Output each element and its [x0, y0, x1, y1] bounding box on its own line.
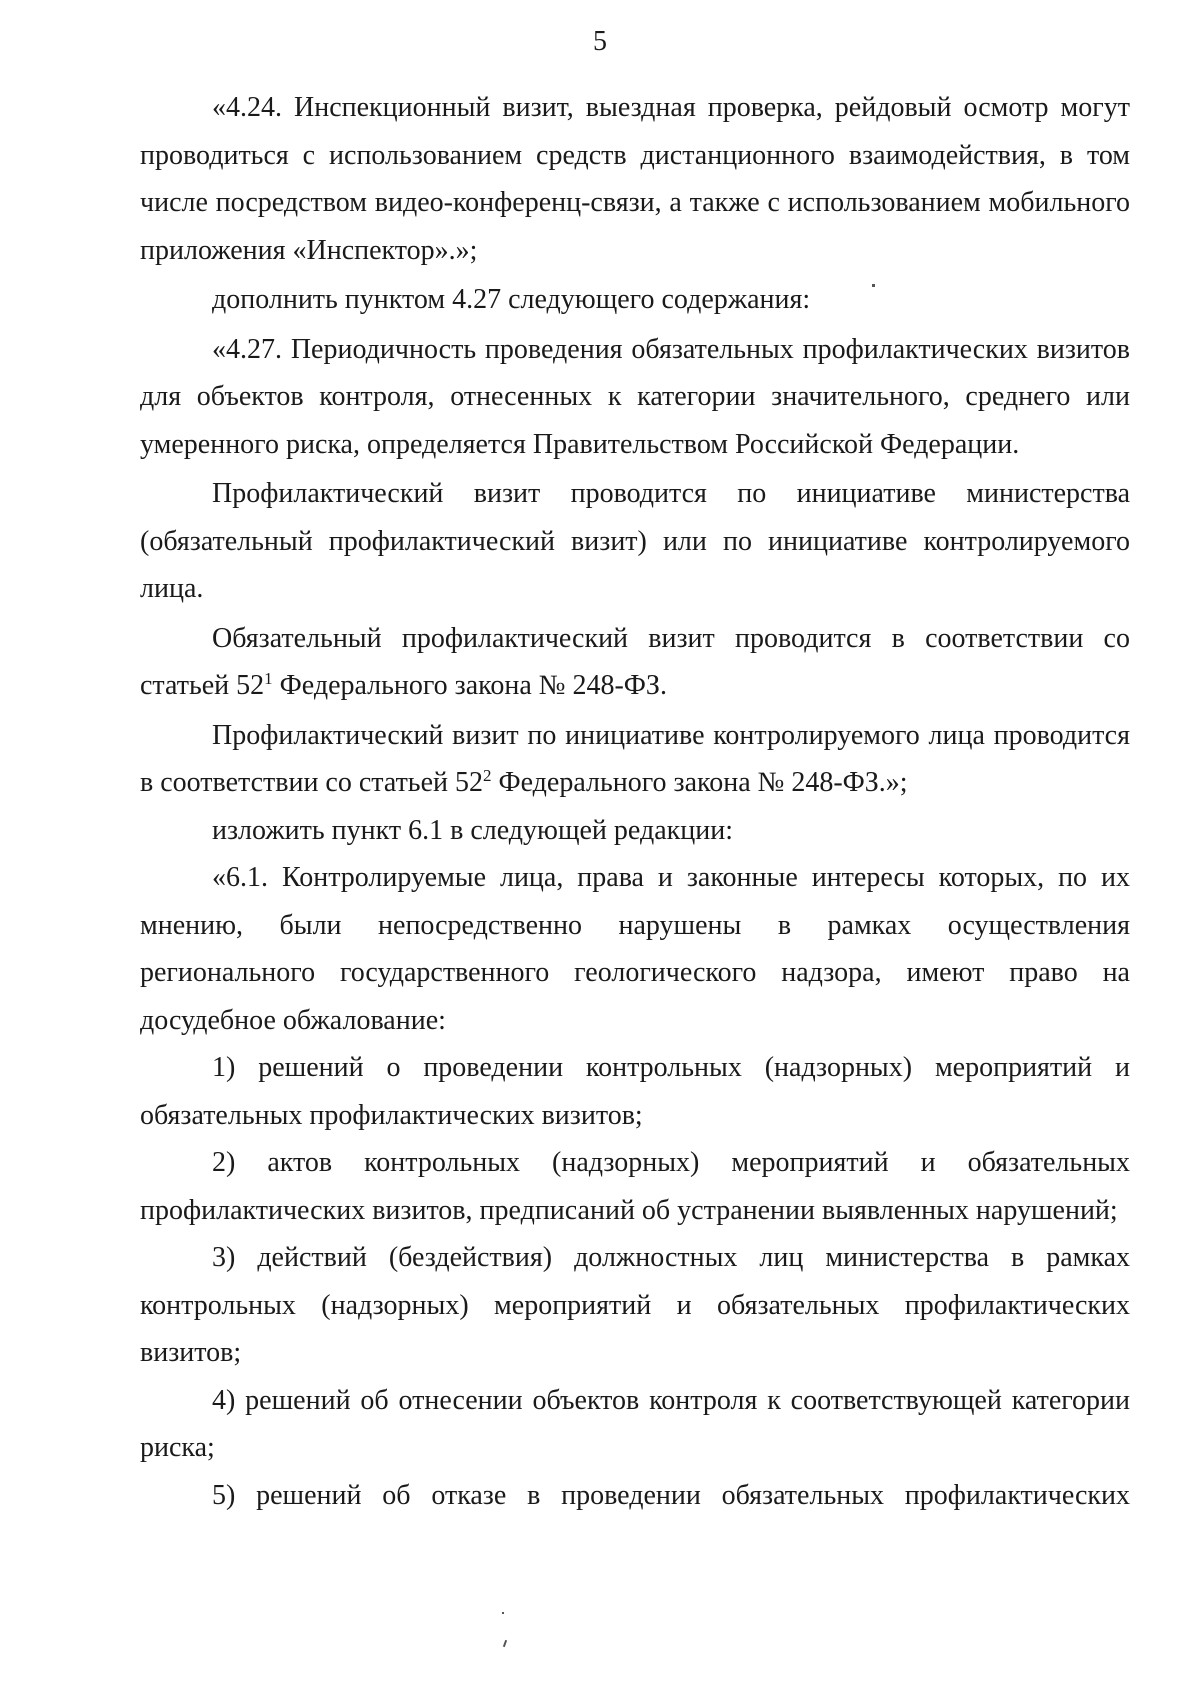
paragraph-initiative-visit-law [140, 712, 1130, 807]
law-ref-text: Профилактический визит по инициативе контролируемого лица проводится в соответствии со статьей 52 [140, 719, 1130, 798]
law-ref-text: Обязательный профилактический визит проводится в соответствии со статьей 52 [140, 622, 1130, 701]
article-superscript: 2 [483, 766, 492, 785]
list-item-1: 1) решений о проведении контрольных (надзорных) мероприятий и обязательных профилактических визитов; [140, 1052, 1130, 1131]
list-item-2: 2) актов контрольных (надзорных) мероприятий и обязательных профилактических визитов, предписаний об устранении выявленных нарушений; [140, 1147, 1130, 1226]
document-body [140, 84, 1130, 1519]
paragraph-mandatory-visit-law [140, 615, 1130, 710]
list-item-5: 5) решений об отказе в проведении обязательных профилактических [212, 1479, 1130, 1511]
scan-speck [872, 284, 875, 287]
law-ref-text-tail: Федерального закона № 248-ФЗ. [272, 670, 667, 701]
scan-speck [503, 1640, 507, 1647]
list-item-3: 3) действий (бездействия) должностных лиц министерства в рамках контрольных (надзорных) мероприятий и обязательных профилактических визитов; [140, 1242, 1130, 1368]
paragraph-set-out-6-1: изложить пункт 6.1 в следующей редакции: [212, 814, 733, 846]
page-number: 5 [593, 26, 607, 57]
paragraph-add-4-27: дополнить пунктом 4.27 следующего содержания: [212, 284, 811, 315]
paragraph-4-27: «4.27. Периодичность проведения обязательных профилактических визитов для объектов контроля, отнесенных к категории значительного, среднего или умеренного риска, определяется Правительством Российской Федерации. [140, 333, 1130, 460]
paragraph-6-1: «6.1. Контролируемые лица, права и законные интересы которых, по их мнению, были непосредственно нарушены в рамках осуществления регионального государственного геологического надзора, имеют право на досудебное обжалование: [140, 862, 1130, 1036]
scan-speck [502, 1612, 504, 1614]
article-superscript: 1 [264, 669, 273, 688]
paragraph-visit-initiative: Профилактический визит проводится по инициативе министерства (обязательный профилактический визит) или по инициативе контролируемого лица. [140, 478, 1130, 604]
law-ref-text-tail: Федерального закона № 248-ФЗ.»; [491, 767, 908, 798]
paragraph-4-24: «4.24. Инспекционный визит, выездная проверка, рейдовый осмотр могут проводиться с использованием средств дистанционного взаимодействия, в том числе посредством видео-конференц-связи, а также с использованием мобильного приложения «Инспектор».»; [140, 92, 1130, 266]
list-item-4: 4) решений об отнесении объектов контроля к соответствующей категории риска; [140, 1384, 1130, 1463]
